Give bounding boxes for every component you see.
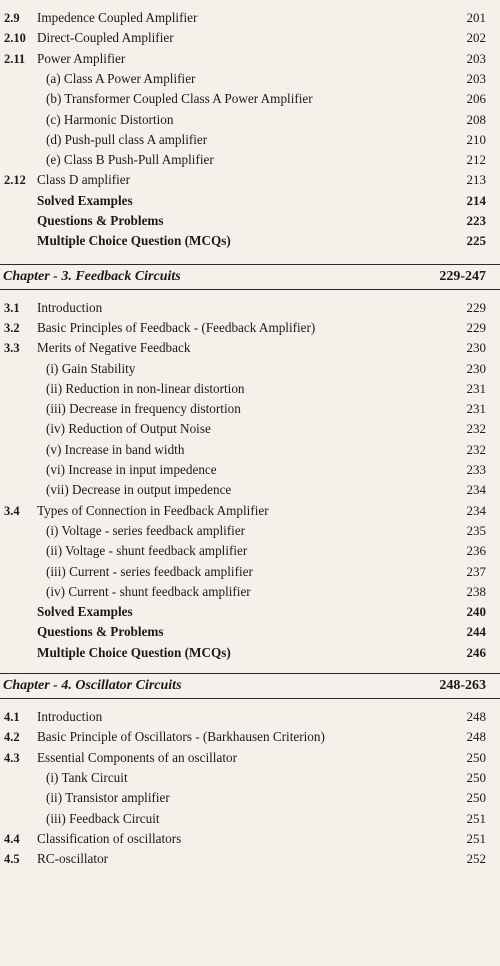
toc-entry[interactable] bbox=[0, 318, 500, 338]
toc-entry-number: 3.4 bbox=[4, 503, 20, 518]
toc-entry-title: (ii) Transistor amplifier bbox=[46, 790, 170, 806]
toc-entry-page: 246 bbox=[466, 644, 486, 660]
toc-entry-page: 208 bbox=[466, 111, 486, 127]
toc-entry[interactable] bbox=[0, 501, 500, 521]
toc-entry-title: (e) Class B Push-Pull Amplifier bbox=[46, 152, 214, 168]
toc-entry-number: 2.12 bbox=[4, 173, 26, 188]
toc-entry-number: 4.4 bbox=[4, 831, 20, 846]
toc-entry-title: Impedence Coupled Amplifier bbox=[37, 10, 198, 25]
toc-entry[interactable] bbox=[0, 359, 500, 379]
toc-entry-page: 212 bbox=[466, 152, 486, 168]
toc-entry[interactable] bbox=[0, 191, 500, 211]
toc-entry[interactable] bbox=[0, 8, 500, 28]
toc-entry-page: 229 bbox=[466, 319, 486, 335]
toc-entry-title: (d) Push-pull class A amplifier bbox=[46, 131, 208, 147]
toc-entry-title: RC-oscillator bbox=[37, 851, 109, 867]
toc-entry-page: 203 bbox=[466, 50, 486, 66]
toc-entry[interactable] bbox=[0, 440, 500, 460]
toc-entry-title: (i) Voltage - series feedback amplifier bbox=[46, 522, 246, 538]
chapter-page-range: 248-263 bbox=[439, 678, 486, 693]
toc-entry-title: (c) Harmonic Distortion bbox=[46, 111, 174, 127]
toc-entry-title: (b) Transformer Coupled Class A Power Amplifier bbox=[46, 91, 313, 107]
toc-entry-page: 232 bbox=[466, 441, 486, 457]
toc-entry-page: 248 bbox=[466, 709, 486, 724]
toc-entry-page: 230 bbox=[466, 340, 486, 356]
toc-entry-title: (ii) Voltage - shunt feedback amplifier bbox=[46, 543, 248, 559]
toc-entry-title: Classification of oscillators bbox=[37, 830, 182, 846]
toc-entry-page: 250 bbox=[466, 749, 486, 765]
toc-entry-title: Solved Examples bbox=[37, 604, 133, 620]
toc-entry[interactable] bbox=[0, 809, 500, 829]
toc-entry[interactable] bbox=[0, 849, 500, 869]
toc-entry-title: Introduction bbox=[37, 709, 103, 724]
toc-entry-page: 238 bbox=[466, 583, 486, 599]
toc-entry-page: 231 bbox=[466, 401, 486, 417]
toc-entry[interactable] bbox=[0, 399, 500, 419]
toc-entry-title: Questions & Problems bbox=[37, 624, 164, 640]
toc-entry[interactable] bbox=[0, 150, 500, 170]
toc-entry[interactable] bbox=[0, 110, 500, 130]
toc-entry-title: Class D amplifier bbox=[37, 172, 131, 188]
toc-entry-title: Essential Components of an oscillator bbox=[37, 749, 237, 765]
toc-entry[interactable] bbox=[0, 28, 500, 48]
toc-entry-page: 230 bbox=[466, 360, 486, 376]
toc-entry-title: Direct-Coupled Amplifier bbox=[37, 30, 174, 46]
toc-entry[interactable] bbox=[0, 582, 500, 602]
toc-entry-number: 2.11 bbox=[4, 51, 26, 66]
toc-entry[interactable] bbox=[0, 170, 500, 190]
toc-entry-title: Questions & Problems bbox=[37, 213, 164, 228]
toc-entry-number: 2.10 bbox=[4, 31, 26, 46]
toc-entry[interactable] bbox=[0, 643, 500, 663]
toc-entry-page: 213 bbox=[466, 172, 486, 188]
toc-entry-number: 2.9 bbox=[4, 11, 20, 25]
toc-entry-title: (iv) Current - shunt feedback amplifier bbox=[46, 583, 251, 599]
toc-entry-page: 250 bbox=[466, 769, 486, 785]
toc-entry-page: 250 bbox=[466, 790, 486, 806]
toc-entry-page: 237 bbox=[466, 563, 486, 579]
toc-entry-title: Multiple Choice Question (MCQs) bbox=[37, 233, 231, 249]
toc-entry-title: (iv) Reduction of Output Noise bbox=[46, 421, 211, 437]
toc-entry-title: (iii) Feedback Circuit bbox=[46, 810, 160, 826]
toc-entry[interactable] bbox=[0, 211, 500, 231]
toc-entry-title: Basic Principles of Feedback - (Feedback Amplifier) bbox=[37, 319, 316, 335]
chapter-header bbox=[0, 264, 500, 290]
toc-entry-page: 210 bbox=[466, 131, 486, 147]
toc-entry[interactable] bbox=[0, 130, 500, 150]
toc-entry[interactable] bbox=[0, 379, 500, 399]
toc-entry[interactable] bbox=[0, 602, 500, 622]
toc-entry-page: 248 bbox=[466, 729, 486, 745]
toc-entry-number: 3.2 bbox=[4, 320, 20, 335]
toc-entry[interactable] bbox=[0, 419, 500, 439]
toc-entry-page: 232 bbox=[466, 421, 486, 437]
toc-entry[interactable] bbox=[0, 298, 500, 318]
toc-entry[interactable] bbox=[0, 748, 500, 768]
toc-entry-page: 252 bbox=[466, 851, 486, 867]
toc-entry-number: 4.1 bbox=[4, 710, 20, 724]
toc-entry-title: Introduction bbox=[37, 299, 103, 315]
toc-entry-page: 234 bbox=[466, 482, 486, 498]
toc-entry-page: 251 bbox=[466, 830, 486, 846]
toc-entry[interactable] bbox=[0, 480, 500, 500]
toc-entry-page: 201 bbox=[466, 10, 486, 25]
toc-entry-title: Merits of Negative Feedback bbox=[37, 340, 191, 356]
toc-entry[interactable] bbox=[0, 521, 500, 541]
toc-entry-page: 225 bbox=[466, 233, 486, 249]
toc-entry-page: 214 bbox=[466, 192, 486, 208]
toc-entry-title: (vi) Increase in input impedence bbox=[46, 462, 217, 477]
chapter-header bbox=[0, 673, 500, 699]
toc-entry-title: (iii) Current - series feedback amplifier bbox=[46, 563, 253, 579]
toc-entry-page: 240 bbox=[466, 604, 486, 620]
chapter-page-range: 229-247 bbox=[439, 268, 486, 284]
toc-entry-title: Multiple Choice Question (MCQs) bbox=[37, 644, 231, 660]
toc-entry[interactable] bbox=[0, 49, 500, 69]
toc-entry[interactable] bbox=[0, 768, 500, 788]
toc-entry-title: (v) Increase in band width bbox=[46, 441, 185, 457]
toc-entry-number: 3.3 bbox=[4, 341, 20, 356]
toc-entry[interactable] bbox=[0, 231, 500, 251]
toc-entry[interactable] bbox=[0, 727, 500, 747]
chapter-title: Chapter - 3. Feedback Circuits bbox=[3, 268, 181, 284]
toc-entry-title: (ii) Reduction in non-linear distortion bbox=[46, 380, 245, 396]
toc-entry-number: 4.2 bbox=[4, 730, 20, 745]
toc-entry[interactable] bbox=[0, 338, 500, 358]
toc-entry-page: 202 bbox=[466, 30, 486, 46]
toc-entry-title: (i) Tank Circuit bbox=[46, 769, 128, 785]
toc-entry-title: (i) Gain Stability bbox=[46, 360, 136, 376]
toc-entry-page: 251 bbox=[466, 810, 486, 826]
toc-entry[interactable] bbox=[0, 788, 500, 808]
toc-entry-number: 4.5 bbox=[4, 852, 20, 867]
toc-entry-title: Basic Principle of Oscillators - (Barkhausen Criterion) bbox=[37, 729, 325, 745]
toc-entry-page: 229 bbox=[466, 299, 486, 315]
toc-entry[interactable] bbox=[0, 541, 500, 561]
toc-entry-number: 4.3 bbox=[4, 750, 20, 765]
toc-entry-page: 234 bbox=[466, 502, 486, 518]
toc-entry-title: Solved Examples bbox=[37, 192, 133, 208]
toc-entry-page: 203 bbox=[466, 70, 486, 86]
toc-entry[interactable] bbox=[0, 622, 500, 642]
toc-entry-title: (a) Class A Power Amplifier bbox=[46, 70, 196, 86]
toc-entry-page: 206 bbox=[466, 91, 486, 107]
toc-entry[interactable] bbox=[0, 69, 500, 89]
toc-entry-title: (iii) Decrease in frequency distortion bbox=[46, 401, 241, 417]
toc-entry[interactable] bbox=[0, 829, 500, 849]
toc-entry[interactable] bbox=[0, 707, 500, 727]
chapter-title: Chapter - 4. Oscillator Circuits bbox=[3, 678, 182, 693]
toc-entry-number: 3.1 bbox=[4, 300, 20, 315]
toc-entry-page: 233 bbox=[466, 462, 486, 477]
toc-entry-title: (vii) Decrease in output impedence bbox=[46, 482, 232, 498]
toc-entry-title: Power Amplifier bbox=[37, 50, 126, 66]
toc-entry-title: Types of Connection in Feedback Amplifier bbox=[37, 502, 269, 518]
toc-entry[interactable] bbox=[0, 562, 500, 582]
toc-entry[interactable] bbox=[0, 89, 500, 109]
toc-entry-page: 223 bbox=[466, 213, 486, 228]
toc-entry-page: 231 bbox=[466, 380, 486, 396]
toc-entry[interactable] bbox=[0, 460, 500, 480]
toc-entry-page: 236 bbox=[466, 543, 486, 559]
toc-entry-page: 235 bbox=[466, 522, 486, 538]
toc-entry-page: 244 bbox=[466, 624, 486, 640]
